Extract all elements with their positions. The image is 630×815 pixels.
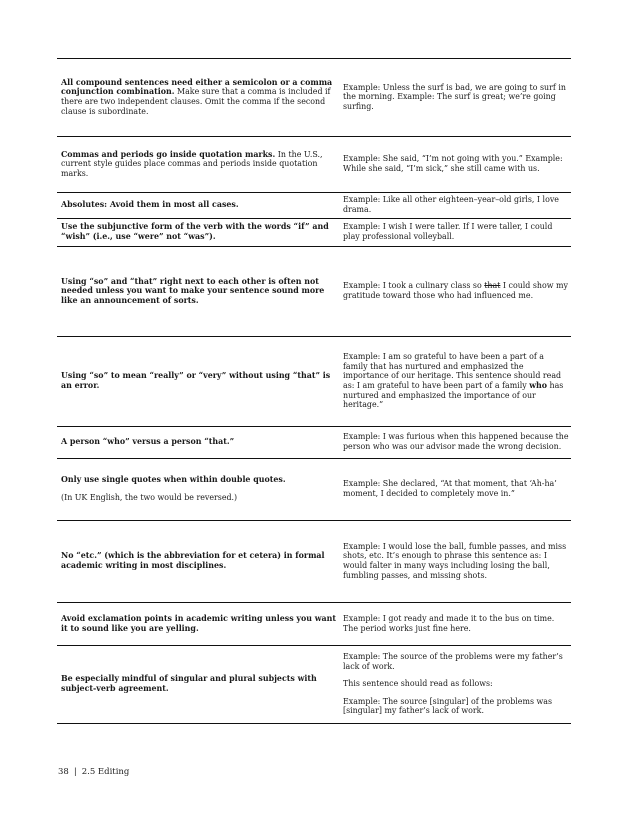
rule-cell (57, 426, 343, 458)
example-text: Example: I wish I were taller. If I were taller, I could play professional volleyball. (343, 222, 553, 241)
example-cell (343, 192, 571, 218)
example-text: Example: She declared, “At that moment, that ‘Ah-ha’ moment, I decided to completely move in.” (343, 479, 557, 498)
example-cell (343, 645, 571, 723)
example-text (343, 281, 569, 300)
rule-cell (57, 458, 343, 520)
example-text (343, 352, 569, 410)
rule-cell (57, 645, 343, 723)
table-row (57, 426, 571, 458)
table-row (57, 58, 571, 136)
rule-cell (57, 58, 343, 136)
rule-heading: Only use single quotes when within double quotes. (61, 475, 286, 485)
struck-word: that (484, 281, 501, 291)
section-title: 2.5 Editing (81, 767, 130, 777)
example-text: Example: I was furious when this happened because the person who was our advisor made the wrong decision. (343, 432, 569, 451)
example-text: Example: Unless the surf is bad, we are going to surf in the morning. Example: The surf is great; we’re going surfing. (343, 82, 566, 111)
example-text-part: has nurtured and emphasized the importance of our heritage.” (343, 381, 564, 410)
table-row (57, 520, 571, 602)
emphasized-word: who (529, 381, 547, 390)
table-row (57, 246, 571, 336)
rule-cell (57, 336, 343, 426)
example-text: Example: I would lose the ball, fumble passes, and miss shots, etc. It’s enough to phrase this sentence as: I would falter in many ways including losing the ball, fumbling passes, and missing shots. (343, 541, 567, 580)
rule-heading: Using “so” to mean “really” or “very” without using “that” is an error. (61, 371, 331, 390)
rule-heading: All compound sentences need either a semicolon or a comma conjunction combination. (61, 77, 333, 97)
example-cell (343, 602, 571, 645)
table-row (57, 136, 571, 192)
example-cell (343, 458, 571, 520)
rule-heading: Be especially mindful of singular and plural subjects with subject-verb agreement. (61, 674, 317, 693)
example-text: Example: Like all other eighteen–year–old girls, I love drama. (343, 195, 559, 214)
example-text: Example: The source of the problems were my father’s lack of work. (343, 652, 563, 671)
rule-heading: Use the subjunctive form of the verb with the words “if” and “wish” (i.e., use “were” not “was”). (61, 222, 329, 241)
example-cell (343, 58, 571, 136)
example-cell (343, 336, 571, 426)
rule-cell (57, 520, 343, 602)
rule-heading: Using “so” and “that” right next to each other is often not needed unless you want to make your sentence sound more like an announcement of sorts. (61, 276, 325, 305)
example-cell (343, 218, 571, 246)
rule-cell (57, 218, 343, 246)
example-text-part: I could show my gratitude toward those who had influenced me. (343, 281, 568, 300)
rule-heading: Avoid exclamation points in academic writing unless you want it to sound like you are yelling. (61, 613, 337, 633)
page-number: 38 (58, 767, 69, 777)
rule-cell (57, 192, 343, 218)
rule-note: (In UK English, the two would be reversed.) (61, 493, 238, 502)
example-text: Example: I got ready and made it to the bus on time. The period works just fine here. (343, 613, 555, 633)
table-row (57, 192, 571, 218)
example-text: Example: The source [singular] of the problems was [singular] my father’s lack of work. (343, 696, 553, 716)
table-row (57, 602, 571, 645)
example-cell (343, 136, 571, 192)
rule-cell (57, 246, 343, 336)
table-row (57, 218, 571, 246)
rule-explanation: Make sure that a comma is included if there are two independent clauses. Omit the comma if the second clause is subordinate. (61, 87, 331, 116)
example-text-part: Example: I am so grateful to have been a part of a family that has nurtured and emphasized the importance of our heritage. This sentence should read as: I am grateful to have been part of a family (343, 352, 562, 390)
rule-cell (57, 602, 343, 645)
example-text: Example: She said, “I’m not going with you.” Example: While she said, “I’m sick,” she still came with us. (343, 154, 563, 173)
rule-explanation: In the U.S., current style guides place commas and periods inside quotation marks. (61, 149, 323, 178)
example-cell (343, 520, 571, 602)
page-footer (58, 767, 129, 777)
rule-heading: Commas and periods go inside quotation marks. (61, 149, 276, 159)
rule-cell (57, 136, 343, 192)
rule-heading: A person “who” versus a person “that.” (61, 437, 235, 447)
table-row (57, 458, 571, 520)
example-cell (343, 426, 571, 458)
rule-heading: Absolutes: Avoid them in most all cases. (61, 200, 239, 210)
rule-heading: No “etc.” (which is the abbreviation for et cetera) in formal academic writing in most disciplines. (61, 551, 325, 570)
footer-separator: | (73, 767, 77, 777)
table-rule (57, 723, 571, 724)
example-text-part: Example: I took a culinary class so (343, 281, 485, 291)
table-row (57, 336, 571, 426)
table-row (57, 645, 571, 723)
example-cell (343, 246, 571, 336)
example-text: This sentence should read as follows: (343, 679, 493, 689)
